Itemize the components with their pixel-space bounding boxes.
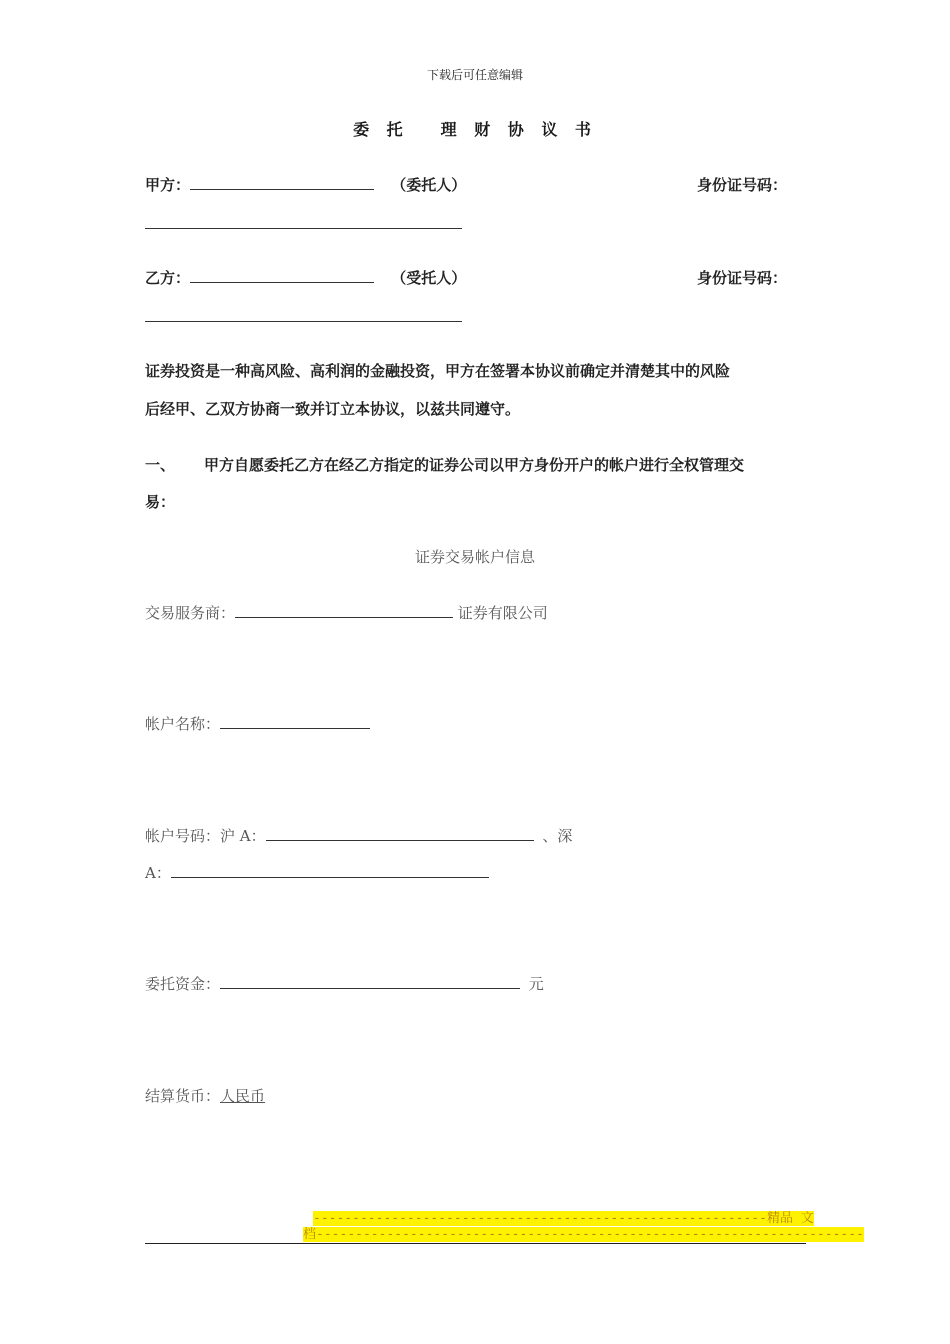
title-part-1: 委 托	[353, 120, 409, 139]
account-number-label: 帐户号码：沪 A：	[145, 827, 266, 845]
shen-a-row	[145, 862, 489, 883]
clause-1-line-1: 甲方自愿委托乙方在经乙方指定的证券公司以甲方身份开户的帐户进行全权管理交	[204, 456, 745, 474]
party-a-id-blank[interactable]	[145, 228, 462, 229]
footer-dashes-1: ----------------------------------------------------------	[313, 1211, 767, 1226]
broker-blank[interactable]	[235, 603, 453, 618]
currency-value: 人民币	[220, 1087, 266, 1105]
party-b-name-blank[interactable]	[190, 268, 374, 283]
funds-label: 委托资金：	[145, 975, 221, 993]
sz-a-blank[interactable]	[171, 863, 489, 878]
intro-line-1: 证券投资是一种高风险、高利润的金融投资，甲方在签署本协议前确定并清楚其中的风险	[145, 362, 731, 380]
footer-text-1: 精品 文	[766, 1211, 814, 1226]
sh-a-blank[interactable]	[266, 826, 534, 841]
party-a-id-label: 身份证号码：	[697, 176, 788, 194]
broker-label: 交易服务商：	[145, 604, 236, 622]
broker-row	[145, 602, 548, 623]
party-b-id-label: 身份证号码：	[697, 269, 788, 287]
clause-1-number: 一、	[145, 456, 176, 474]
party-b-label: 乙方：	[145, 269, 191, 287]
broker-suffix: 证券有限公司	[457, 604, 548, 622]
clause-1-line-2: 易：	[145, 493, 176, 511]
currency-row	[145, 1085, 265, 1106]
account-name-label: 帐户名称：	[145, 715, 221, 733]
footer-text-2: 档	[303, 1227, 317, 1242]
intro-line-2: 后经甲、乙双方协商一致并订立本协议，以兹共同遵守。	[145, 400, 521, 418]
currency-label: 结算货币：	[145, 1087, 221, 1105]
funds-blank[interactable]	[220, 974, 520, 989]
funds-unit: 元	[528, 975, 544, 993]
party-b-id-blank[interactable]	[145, 321, 462, 322]
party-a-row	[145, 174, 466, 195]
header-note: 下载后可任意编辑	[426, 68, 523, 82]
document-title	[0, 117, 950, 140]
party-b-role: （受托人）	[391, 269, 467, 287]
footer-mark-line-2	[303, 1227, 864, 1242]
footer-rule	[145, 1243, 806, 1244]
account-info-heading: 证券交易帐户信息	[414, 548, 535, 566]
party-a-name-blank[interactable]	[190, 175, 374, 190]
title-part-2: 理 财 协 议 书	[440, 120, 597, 139]
footer-dashes-2: ----------------------------------------------------------------------	[316, 1227, 864, 1242]
funds-row	[145, 973, 544, 994]
shen-label: 、深	[542, 827, 573, 845]
party-a-label: 甲方：	[145, 176, 191, 194]
party-a-role: （委托人）	[391, 176, 467, 194]
account-number-row	[145, 825, 572, 846]
footer-mark-line-1	[313, 1211, 814, 1226]
account-name-blank[interactable]	[220, 714, 370, 729]
account-name-row	[145, 713, 370, 734]
shen-a-label: A：	[145, 864, 171, 882]
party-b-row	[145, 267, 466, 288]
